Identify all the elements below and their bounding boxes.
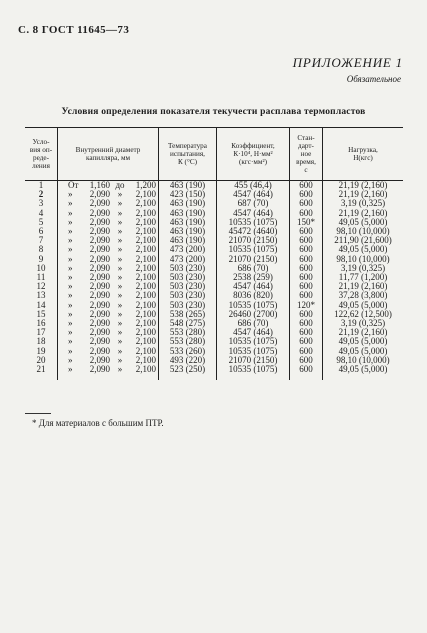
diameter-a: 2,090: [89, 207, 110, 218]
diameter-b: 2,100: [135, 216, 156, 227]
diameter-a: 2,090: [89, 281, 110, 292]
diameter-pre: »: [68, 235, 73, 246]
diameter-pre: »: [68, 290, 73, 301]
diameter-pre: »: [68, 226, 73, 237]
diameter-pre: »: [68, 272, 73, 283]
diameter-b: 2,100: [135, 244, 156, 255]
coefficient-cell: 45472 (4640): [217, 227, 290, 236]
condition-number: 16: [36, 318, 46, 329]
time-cell: 600: [290, 209, 323, 218]
time-cell: 600: [290, 264, 323, 273]
coefficient-cell: 10535 (1075): [217, 245, 290, 254]
diameter-mid: »: [117, 272, 123, 283]
diameter-b: 2,100: [135, 345, 156, 356]
footnote-rule: [25, 413, 51, 414]
diameter-a: 2,090: [89, 354, 110, 365]
time-cell: 600: [290, 319, 323, 328]
load-cell: 49,05 (5,000): [323, 347, 404, 356]
diameter-mid: »: [117, 189, 123, 200]
diameter-b: 2,100: [135, 354, 156, 365]
condition-number: 8: [38, 244, 44, 255]
diameter-mid: »: [117, 290, 123, 301]
coefficient-cell: 687 (70): [217, 199, 290, 208]
diameter-mid: »: [117, 253, 123, 264]
time-cell: 600: [290, 199, 323, 208]
condition-number: 13: [36, 290, 46, 301]
temperature-cell: 473 (200): [159, 245, 217, 254]
condition-number: 9: [38, 253, 44, 264]
diameter-a: 2,090: [89, 253, 110, 264]
time-cell: 150*: [290, 218, 323, 227]
temperature-cell: 423 (150): [159, 190, 217, 199]
diameter-pre: »: [68, 354, 73, 365]
load-cell: 49,05 (5,000): [323, 337, 404, 346]
diameter-mid: »: [117, 336, 123, 347]
diameter-a: 1,160: [89, 180, 110, 190]
diameter-a: 2,090: [89, 336, 110, 347]
col-header-condition: Усло- вия оп- реде- ления: [25, 128, 58, 181]
diameter-mid: »: [117, 354, 123, 365]
diameter-mid: »: [117, 216, 123, 227]
condition-number: 4: [38, 207, 44, 218]
time-cell: 600: [290, 365, 323, 380]
temperature-cell: 553 (280): [159, 337, 217, 346]
diameter-b: 2,100: [135, 299, 156, 310]
diameter-b: 2,100: [135, 262, 156, 273]
condition-number: 17: [36, 327, 46, 338]
coefficient-cell: 4547 (464): [217, 328, 290, 337]
time-cell: 600: [290, 255, 323, 264]
diameter-a: 2,090: [89, 299, 110, 310]
condition-number: 6: [38, 226, 44, 237]
table-body: [25, 181, 403, 381]
time-cell: 120*: [290, 301, 323, 310]
diameter-b: 2,100: [135, 281, 156, 292]
temperature-cell: 463 (190): [159, 181, 217, 191]
condition-number: 7: [38, 235, 44, 246]
temperature-cell: 463 (190): [159, 218, 217, 227]
temperature-cell: 463 (190): [159, 199, 217, 208]
col-header-coefficient: Коэффициент, К·10⁴, Н·мм² (кгс·мм²): [217, 128, 290, 181]
time-cell: 600: [290, 347, 323, 356]
condition-number: 21: [36, 364, 46, 375]
temperature-cell: 523 (250): [159, 365, 217, 380]
diameter-cell: [58, 365, 159, 380]
time-cell: 600: [290, 227, 323, 236]
load-cell: 98,10 (10,000): [323, 356, 404, 365]
load-cell: 21,19 (2,160): [323, 328, 404, 337]
diameter-mid: »: [117, 281, 123, 292]
diameter-pre: »: [68, 281, 73, 292]
time-cell: 600: [290, 181, 323, 191]
diameter-b: 2,100: [135, 253, 156, 264]
diameter-b: 2,100: [135, 226, 156, 237]
time-cell: 600: [290, 337, 323, 346]
diameter-b: 2,100: [135, 308, 156, 319]
temperature-cell: 538 (265): [159, 310, 217, 319]
load-cell: 49,05 (5,000): [323, 301, 404, 310]
condition-number: 2: [38, 189, 44, 200]
diameter-pre: »: [68, 198, 73, 209]
diameter-mid: »: [117, 327, 123, 338]
temperature-cell: 503 (230): [159, 273, 217, 282]
diameter-a: 2,090: [89, 272, 110, 283]
coefficient-cell: 2538 (259): [217, 273, 290, 282]
time-cell: 600: [290, 356, 323, 365]
coefficient-cell: 10535 (1075): [217, 301, 290, 310]
load-cell: 98,10 (10,000): [323, 227, 404, 236]
temperature-cell: 473 (200): [159, 255, 217, 264]
diameter-mid: »: [117, 308, 123, 319]
coefficient-cell: 4547 (464): [217, 282, 290, 291]
diameter-a: 2,090: [89, 327, 110, 338]
time-cell: 600: [290, 291, 323, 300]
coefficient-cell: 4547 (464): [217, 209, 290, 218]
coefficient-cell: 4547 (464): [217, 190, 290, 199]
load-cell: 49,05 (5,000): [323, 365, 404, 380]
coefficient-cell: 21070 (2150): [217, 236, 290, 245]
condition-number: 1: [38, 180, 44, 190]
coefficient-cell: 10535 (1075): [217, 337, 290, 346]
time-cell: 600: [290, 282, 323, 291]
coefficient-cell: 10535 (1075): [217, 365, 290, 380]
load-cell: 3,19 (0,325): [323, 199, 404, 208]
diameter-a: 2,090: [89, 308, 110, 319]
diameter-mid: »: [117, 235, 123, 246]
diameter-b: 2,100: [135, 235, 156, 246]
condition-number: 11: [36, 272, 46, 283]
temperature-cell: 463 (190): [159, 236, 217, 245]
diameter-mid: »: [117, 198, 123, 209]
temperature-cell: 553 (280): [159, 328, 217, 337]
table-header-row: [25, 128, 403, 181]
load-cell: 211,90 (21,600): [323, 236, 404, 245]
load-cell: 37,28 (3,800): [323, 291, 404, 300]
diameter-pre: »: [68, 327, 73, 338]
diameter-b: 2,100: [135, 318, 156, 329]
diameter-pre: »: [68, 364, 73, 375]
col-header-diameter: Внутренний диаметр капилляра, мм: [58, 128, 159, 181]
condition-number: 20: [36, 354, 46, 365]
load-cell: 21,19 (2,160): [323, 209, 404, 218]
diameter-b: 2,100: [135, 290, 156, 301]
diameter-pre: От: [68, 180, 79, 190]
diameter-a: 2,090: [89, 262, 110, 273]
temperature-cell: 503 (230): [159, 291, 217, 300]
diameter-pre: »: [68, 308, 73, 319]
diameter-pre: »: [68, 216, 73, 227]
diameter-b: 2,100: [135, 327, 156, 338]
temperature-cell: 503 (230): [159, 301, 217, 310]
coefficient-cell: 686 (70): [217, 264, 290, 273]
load-cell: 21,19 (2,160): [323, 282, 404, 291]
diameter-mid: »: [117, 207, 123, 218]
load-cell: 3,19 (0,325): [323, 319, 404, 328]
diameter-pre: »: [68, 262, 73, 273]
condition-number: 10: [36, 262, 46, 273]
diameter-b: 1,200: [135, 180, 156, 190]
diameter-mid: »: [117, 226, 123, 237]
diameter-pre: »: [68, 244, 73, 255]
condition-number: 18: [36, 336, 46, 347]
time-cell: 600: [290, 245, 323, 254]
temperature-cell: 463 (190): [159, 227, 217, 236]
diameter-a: 2,090: [89, 364, 110, 375]
temperature-cell: 463 (190): [159, 209, 217, 218]
diameter-a: 2,090: [89, 345, 110, 356]
document-id: С. 8 ГОСТ 11645—73: [18, 24, 130, 36]
diameter-b: 2,100: [135, 207, 156, 218]
diameter-b: 2,100: [135, 189, 156, 200]
diameter-pre: »: [68, 336, 73, 347]
coefficient-cell: 455 (46,4): [217, 181, 290, 191]
condition-number: 3: [38, 198, 44, 209]
time-cell: 600: [290, 190, 323, 199]
col-header-time: Стан- дарт- ное время, с: [290, 128, 323, 181]
diameter-pre: »: [68, 253, 73, 264]
temperature-cell: 503 (230): [159, 282, 217, 291]
diameter-a: 2,090: [89, 290, 110, 301]
condition-number: 14: [36, 299, 46, 310]
load-cell: 21,19 (2,160): [323, 181, 404, 191]
appendix-title: ПРИЛОЖЕНИЕ 1: [292, 55, 403, 70]
coefficient-cell: 21070 (2150): [217, 356, 290, 365]
coefficient-cell: 21070 (2150): [217, 255, 290, 264]
diameter-mid: »: [117, 318, 123, 329]
diameter-pre: »: [68, 345, 73, 356]
time-cell: 600: [290, 273, 323, 282]
load-cell: 49,05 (5,000): [323, 218, 404, 227]
diameter-pre: »: [68, 207, 73, 218]
diameter-pre: »: [68, 299, 73, 310]
load-cell: 3,19 (0,325): [323, 264, 404, 273]
conditions-table: [25, 127, 403, 380]
table-title: Условия определения показателя текучести расплава термопластов: [61, 107, 366, 117]
diameter-a: 2,090: [89, 226, 110, 237]
diameter-a: 2,090: [89, 318, 110, 329]
temperature-cell: 503 (230): [159, 264, 217, 273]
time-cell: 600: [290, 236, 323, 245]
load-cell: 21,19 (2,160): [323, 190, 404, 199]
diameter-b: 2,100: [135, 336, 156, 347]
condition-number: 5: [38, 216, 44, 227]
time-cell: 600: [290, 328, 323, 337]
diameter-a: 2,090: [89, 244, 110, 255]
temperature-cell: 493 (220): [159, 356, 217, 365]
time-cell: 600: [290, 310, 323, 319]
diameter-mid: »: [117, 345, 123, 356]
table-row: [25, 365, 403, 380]
diameter-mid: »: [117, 244, 123, 255]
temperature-cell: 533 (260): [159, 347, 217, 356]
diameter-mid: »: [117, 364, 123, 375]
diameter-a: 2,090: [89, 198, 110, 209]
condition-number: 15: [36, 308, 46, 319]
appendix-status: Обязательное: [346, 74, 401, 84]
load-cell: 49,05 (5,000): [323, 245, 404, 254]
condition-number: 12: [36, 281, 46, 292]
diameter-mid: до: [115, 180, 125, 190]
diameter-a: 2,090: [89, 216, 110, 227]
diameter-b: 2,100: [135, 198, 156, 209]
diameter-pre: »: [68, 189, 73, 200]
diameter-b: 2,100: [135, 272, 156, 283]
footnote: * Для материалов с большим ПТР.: [32, 418, 164, 428]
diameter-mid: »: [117, 262, 123, 273]
diameter-pre: »: [68, 318, 73, 329]
diameter-b: 2,100: [135, 364, 156, 375]
coefficient-cell: 8036 (820): [217, 291, 290, 300]
coefficient-cell: 686 (70): [217, 319, 290, 328]
diameter-a: 2,090: [89, 189, 110, 200]
load-cell: 11,77 (1,200): [323, 273, 404, 282]
coefficient-cell: 26460 (2700): [217, 310, 290, 319]
diameter-mid: »: [117, 299, 123, 310]
temperature-cell: 548 (275): [159, 319, 217, 328]
coefficient-cell: 10535 (1075): [217, 218, 290, 227]
coefficient-cell: 10535 (1075): [217, 347, 290, 356]
diameter-a: 2,090: [89, 235, 110, 246]
load-cell: 98,10 (10,000): [323, 255, 404, 264]
col-header-temperature: Температура испытания, К (°С): [159, 128, 217, 181]
condition-number: 19: [36, 345, 46, 356]
load-cell: 122,62 (12,500): [323, 310, 404, 319]
col-header-load: Нагрузка, Н(кгс): [323, 128, 404, 181]
